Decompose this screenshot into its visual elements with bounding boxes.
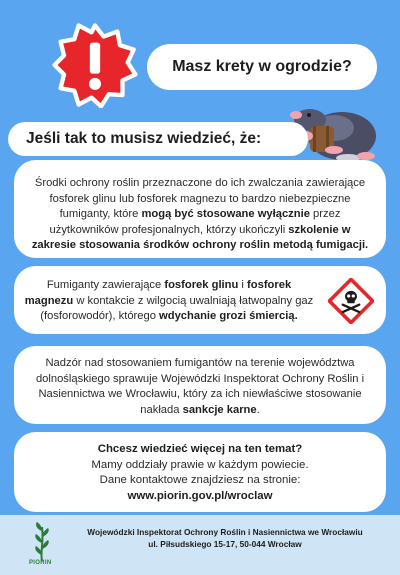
card-bold-text: sankcje karne [182,403,257,416]
question-bubble: Masz krety w ogrodzie? [147,44,377,90]
card-text: . [256,403,260,416]
subtitle-bar: Jeśli tak to musisz wiedzieć, że: [8,122,308,156]
info-card-supervision [14,346,386,424]
info-card-contact [14,432,386,512]
card-bold-text: wdychanie grozi śmiercią. [159,310,298,322]
footer-address [60,526,390,550]
logo-label: PIORIN [29,560,52,566]
card-text: Środki ochrony roślin przeznaczone do ich zwalczania zawierające fosforek glinu lub fosforek magnezu to bardzo niebezpieczne fumiganty, które [34,177,366,220]
footer-street: ul. Piłsudskiego 15-17, 50-044 Wrocław [148,539,302,549]
footer-institution: Wojewódzki Inspektorat Ochrony Roślin i Nasiennictwa we Wrocławiu [87,527,363,537]
contact-heading: Chcesz wiedzieć więcej na ten temat? [97,443,303,455]
card-bold-text: mogą być stosowane wyłącznie [141,208,310,220]
card-text: przez użytkowników profesjonalnych, którzy ukończyli [49,208,341,236]
card-text: i [238,279,248,291]
piorin-logo-icon [30,521,54,565]
info-card-restrictions [14,160,386,258]
card-bold-text: fosforek glinu [164,279,239,291]
contact-url-link[interactable]: www.piorin.gov.pl/wroclaw [127,489,273,502]
card-text: Nadzór nad stosowaniem fumigantów na terenie województwa dolnośląskiego sprawuje Wojewódzki Inspektorat Ochrony Roślin i Nasiennictwa we Wrocławiu, który za ich niewłaściwe stosowanie nakłada [35,357,365,416]
contact-line: Dane kontaktowe znajdziesz na stronie: [99,474,301,486]
card-text: Fumiganty zawierające [46,279,165,291]
contact-line: Mamy oddziały prawie w każdym powiecie. [91,458,309,471]
skull-crossbones-hazard-icon [328,278,374,324]
card-bold-text: fosforek magnezu [24,279,292,307]
exclamation-badge-icon [52,22,138,108]
card-bold-text: szkolenie w zakresie stosowania środków ochrony roślin metodą fumigacji. [31,223,369,251]
card-text: w kontakcie z wilgocią uwalniają łatwopalny gaz (fosforowodór), którego [40,294,314,322]
